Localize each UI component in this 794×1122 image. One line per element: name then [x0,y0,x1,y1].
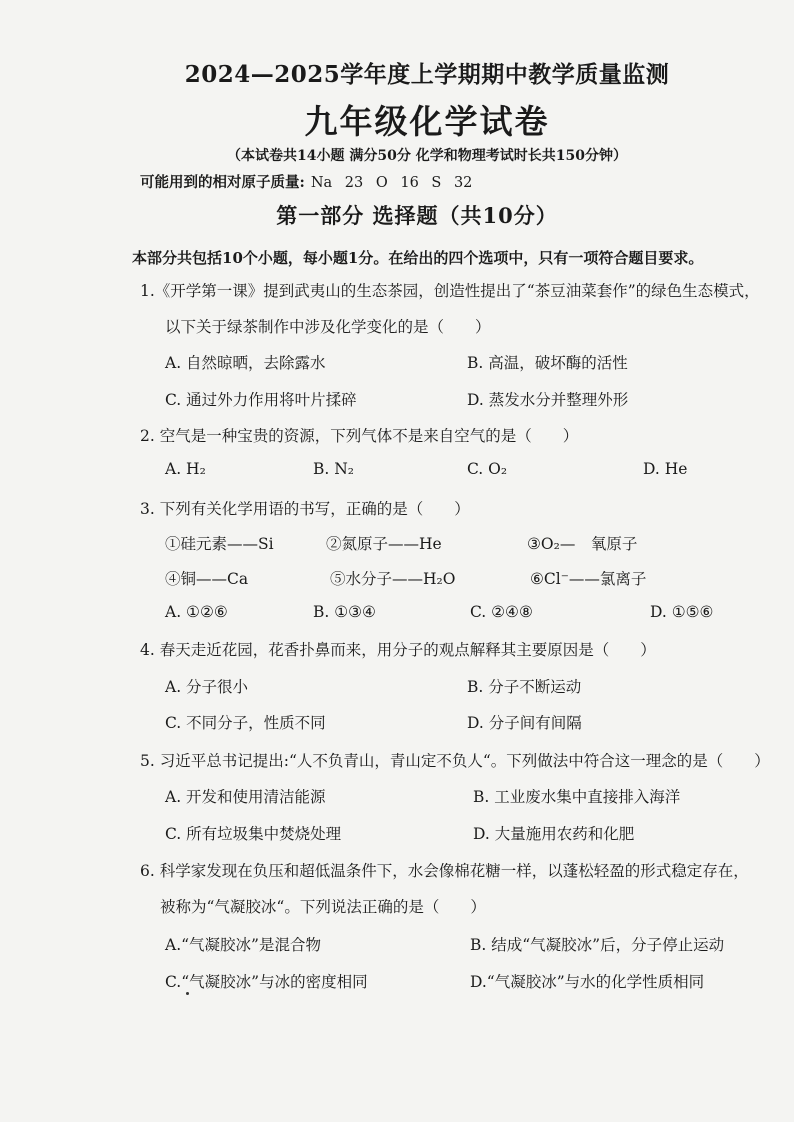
question-5-option-b: B. 工业废水集中直接排入海洋 [473,788,681,806]
question-4-option-a: A. 分子很小 [165,678,249,696]
question-3-item-3: ③O₂— 氧原子 [527,535,638,553]
question-3-option-d: D. ①⑤⑥ [650,603,714,621]
question-3-item-5: ⑤水分子——H₂O [330,570,456,588]
question-3-item-4: ④铜——Ca [165,570,249,588]
question-4-stem: 4. 春天走近花园，花香扑鼻而来，用分子的观点解释其主要原因是（ ） [140,641,656,659]
exam-note: （本试卷共14小题 满分50分 化学和物理考试时长共150分钟） [227,148,627,164]
question-3-item-1: ①硅元素——Si [165,535,274,553]
question-2-option-d: D. He [643,460,688,478]
question-2-option-c: C. O₂ [467,460,508,478]
question-6-stem: 6. 科学家发现在负压和超低温条件下，水会像棉花糖一样，以蓬松轻盈的形式稳定存在， [140,862,749,880]
atomic-mass-values: Na 23 O 16 S 32 [310,175,473,191]
question-3-option-a: A. ①②⑥ [165,603,228,621]
question-5-option-a: A. 开发和使用清洁能源 [165,788,326,806]
question-3-option-c: C. ②④⑧ [470,603,533,621]
question-4-option-d: D. 分子间有间隔 [467,714,582,732]
atomic-mass-line [140,171,472,192]
section-title: 第一部分 选择题（共10分） [276,203,558,228]
question-3-option-b: B. ①③④ [313,603,376,621]
question-1-stem-cont: 以下关于绿茶制作中涉及化学变化的是（ ） [165,318,491,336]
question-5-option-c: C. 所有垃圾集中焚烧处理 [165,825,342,843]
exam-title-line2: 九年级化学试卷 [304,102,550,141]
question-6-option-c: C.“气凝胶冰”与冰的密度相同 [165,973,368,991]
question-4-option-c: C. 不同分子，性质不同 [165,714,326,732]
question-3-item-6: ⑥Cl⁻——氯离子 [530,570,647,588]
scan-speck [186,992,189,995]
question-6-option-b: B. 结成“气凝胶冰”后，分子停止运动 [470,936,725,954]
question-6-stem-cont: 被称为“气凝胶冰“。下列说法正确的是（ ） [160,898,486,916]
question-1-option-a: A. 自然晾晒，去除露水 [165,354,326,372]
question-1-option-b: B. 高温，破坏酶的活性 [467,354,628,372]
question-1-stem: 1.《开学第一课》提到武夷山的生态茶园，创造性提出了“茶豆油菜套作”的绿色生态模式， [140,282,760,300]
question-6-option-a: A.“气凝胶冰”是混合物 [165,936,321,954]
exam-title-line1: 2024—2025学年度上学期期中教学质量监测 [184,61,670,88]
question-1-option-c: C. 通过外力作用将叶片揉碎 [165,391,357,409]
question-5-option-d: D. 大量施用农药和化肥 [473,825,635,843]
atomic-mass-label: 可能用到的相对原子质量: [140,174,305,191]
question-2-option-b: B. N₂ [313,460,355,478]
question-2-option-a: A. H₂ [165,460,206,478]
section-instruction: 本部分共包括10个小题，每小题1分。在给出的四个选项中，只有一项符合题目要求。 [132,249,704,267]
question-1-option-d: D. 蒸发水分并整理外形 [467,391,629,409]
question-2-stem: 2. 空气是一种宝贵的资源，下列气体不是来自空气的是（ ） [140,427,579,445]
question-3-item-2: ②氮原子——He [326,535,442,553]
question-3-stem: 3. 下列有关化学用语的书写，正确的是（ ） [140,500,470,518]
question-6-option-d: D.“气凝胶冰”与水的化学性质相同 [470,973,705,991]
question-5-stem: 5. 习近平总书记提出:“人不负青山，青山定不负人“。下列做法中符合这一理念的是（ ） [140,752,770,770]
question-4-option-b: B. 分子不断运动 [467,678,582,696]
